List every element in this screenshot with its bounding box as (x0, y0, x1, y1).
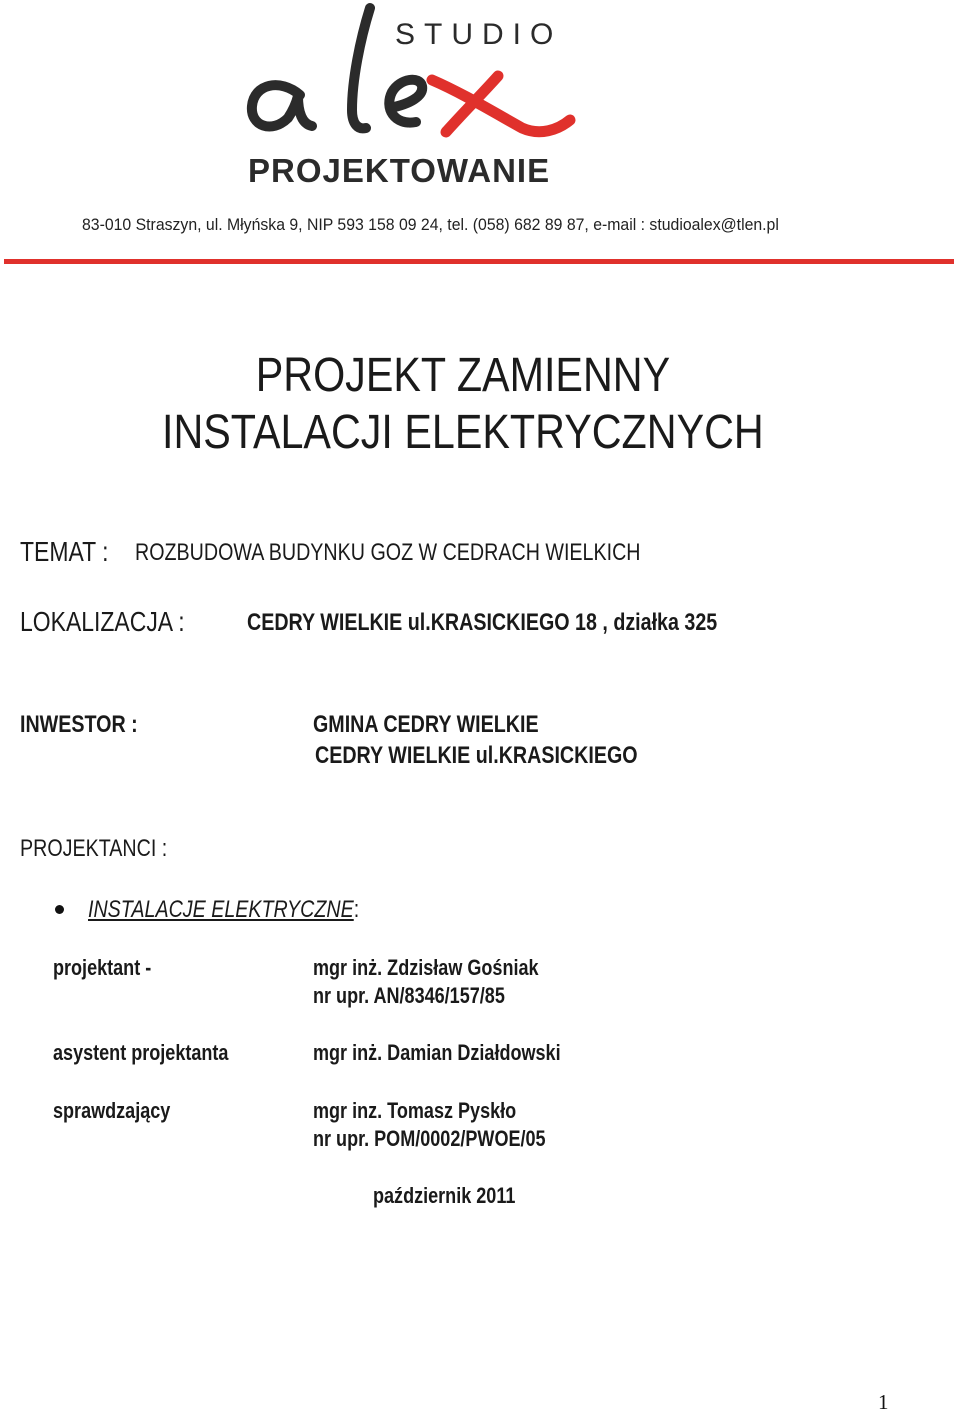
logo-subtitle: PROJEKTOWANIE (248, 152, 551, 189)
projektant-name: mgr inż. Zdzisław Gośniak (313, 955, 539, 980)
temat-value: ROZBUDOWA BUDYNKU GOZ W CEDRACH WIELKICH (135, 539, 641, 566)
bullet-icon (55, 905, 64, 914)
inwestor-line-1: GMINA CEDRY WIELKIE (313, 711, 539, 738)
contact-line (82, 215, 831, 235)
page-number: 1 (878, 1390, 889, 1414)
projektant-license: nr upr. AN/8346/157/85 (313, 983, 505, 1008)
document-date: październik 2011 (373, 1183, 516, 1208)
sprawdzajacy-name: mgr inz. Tomasz Pyskło (313, 1098, 517, 1123)
role-sprawdzajacy: sprawdzający (53, 1098, 171, 1123)
lokalizacja-value: CEDRY WIELKIE ul.KRASICKIEGO 18 , działka 325 (247, 609, 718, 636)
inwestor-label: INWESTOR : (20, 711, 138, 738)
section-title: INSTALACJE ELEKTRYCZNE (88, 896, 354, 923)
projektanci-label: PROJEKTANCI : (20, 835, 168, 862)
logo-letter-a (252, 85, 312, 126)
title-line-2: INSTALACJI ELEKTRYCZNYCH (162, 406, 764, 459)
inwestor-line-2: CEDRY WIELKIE ul.KRASICKIEGO (315, 742, 638, 769)
section-heading (88, 896, 419, 924)
logo-letter-e (389, 80, 422, 123)
logo-letter-l (352, 8, 370, 128)
lokalizacja-label: LOKALIZACJA : (20, 606, 185, 637)
section-colon: : (353, 896, 360, 923)
role-asystent: asystent projektanta (53, 1040, 229, 1065)
header-divider (4, 259, 954, 264)
sprawdzajacy-license: nr upr. POM/0002/PWOE/05 (313, 1126, 546, 1151)
temat-label: TEMAT : (20, 536, 109, 567)
role-projektant: projektant - (53, 955, 152, 980)
title-line-1: PROJEKT ZAMIENNY (255, 349, 671, 402)
contact-text: 83-010 Straszyn, ul. Młyńska 9, NIP 593 158 09 24, tel. (058) 682 89 87, e-mail : studioalex@tlen.pl (82, 215, 779, 234)
logo-studio-text: STUDIO (395, 18, 563, 51)
asystent-name: mgr inż. Damian Działdowski (313, 1040, 561, 1065)
